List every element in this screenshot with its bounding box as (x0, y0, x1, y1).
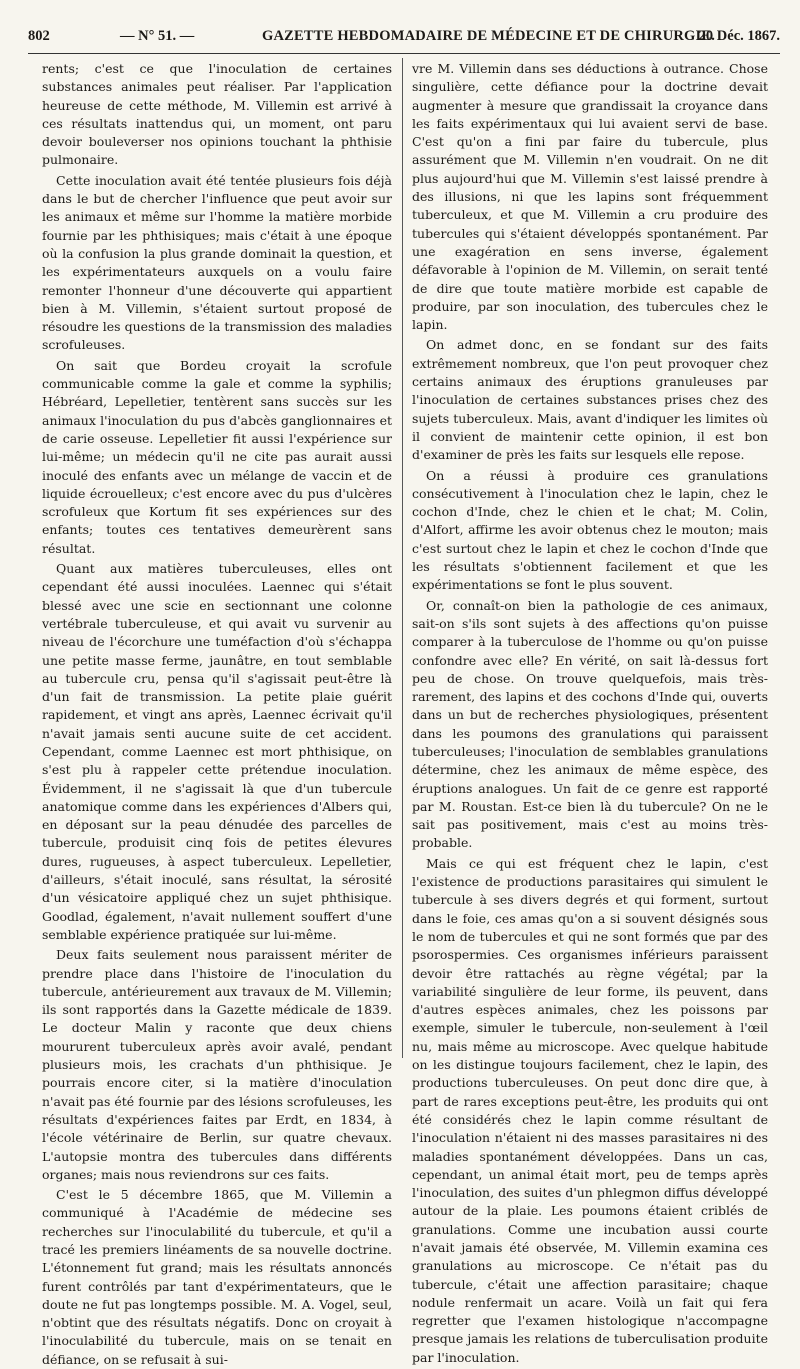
paragraph: On admet donc, en se fondant sur des faits extrêmement nombreux, que l'on peut provoquer chez certains animaux des éruptions granuleuses par l'inoculation de certaines substances prises chez des sujets tuberculeux. Mais, avant d'indiquer les limites où il convient de maintenir cette opinion, il est bon d'examiner de près les faits sur lesquels elle repose. (412, 337, 768, 463)
issue-date: 20 Déc. 1867. (698, 28, 780, 44)
paragraph: On a réussi à produire ces granulations consécutivement à l'inoculation chez le lapin, chez le cochon d'Inde, chez le chien et le chat; M. Colin, d'Alfort, affirme les avoir obtenus chez le mouton; mais c'est surtout chez le lapin et chez le cochon d'Inde que les résultats s'obtiennent facilement et que les expérimentations se font le plus souvent. (412, 467, 768, 593)
journal-title: GAZETTE HEBDOMADAIRE DE MÉDECINE ET DE CHIRURGIE. (262, 28, 716, 44)
page-number: 802 (28, 28, 50, 44)
right-column (412, 60, 768, 1365)
header-rule (28, 53, 780, 54)
paragraph: Deux faits seulement nous paraissent mériter de prendre place dans l'histoire de l'inoculation du tubercule, antérieurement aux travaux de M. Villemin; ils sont rapportés dans la Gazette médicale de 1839. Le docteur Malin y raconte que deux chiens moururent tuberculeux après avoir avalé, pendant plusieurs mois, les crachats d'un phthisique. Je pourrais encore citer, si la matière d'inoculation n'avait pas été fournie par des lésions scrofuleuses, les résultats d'expériences faites par Erdt, en 1834, à l'école vétérinaire de Berlin, sur quatre chevaux. L'autopsie montra des tubercules dans différents organes; mais nous reviendrons sur ces faits. (42, 947, 392, 1182)
paragraph: Quant aux matières tuberculeuses, elles ont cependant été aussi inoculées. Laennec qui s'était blessé avec une scie en sectionnant une colonne vertébrale tuberculeuse, et qui avait vu survenir au niveau de l'écorchure une tuméfaction d'où s'échappa une petite masse ferme, jaunâtre, en tout semblable au tubercule cru, pensa qu'il s'agissait peut-être là d'un fait de transmission. La petite plaie guérit rapidement, et vingt ans après, Laennec écrivait qu'il n'avait jamais senti aucune suite de cet accident. Cependant, comme Laennec est mort phthisique, on s'est plu à rappeler cette prétendue inoculation. Évidemment, il ne s'agissait là que d'un tubercule anatomique comme dans les expériences d'Albers qui, en déposant sur la peau dénudée des parcelles de tubercule, produisit cinq fois de petites élevures dures, rugueuses, à aspect tuberculeux. Lepelletier, d'ailleurs, s'était inoculé, sans résultat, la sérosité d'un vésicatoire appliqué chez un sujet phthisique. Goodlad, également, n'avait nullement souffert d'une semblable expérience pratiquée sur lui-même. (42, 561, 392, 942)
paragraph: On sait que Bordeu croyait la scrofule communicable comme la gale et comme la syphilis; Hébréard, Lepelletier, tentèrent sans succès sur les animaux l'inoculation du pus d'abcès ganglionnaires et de carie osseuse. Lepelletier fit aussi l'expérience sur lui-même; un médecin qu'il ne cite pas aurait aussi inoculé des enfants avec un mélange de vaccin et de liquide écrouelleux; c'est encore avec du pus d'ulcères scrofuleux que Kortum fit ses expériences sur des enfants; toutes ces tentatives demeurèrent sans résultat. (42, 357, 392, 556)
running-header (28, 28, 780, 52)
column-divider (402, 58, 403, 1058)
paragraph: Mais ce qui est fréquent chez le lapin, c'est l'existence de productions parasitaires qui simulent le tubercule à ses divers degrés et qui forment, surtout dans le foie, ces amas qu'on a si souvent désignés sous le nom de tubercules et qui ne sont formés que par des psorospermies. Ces organismes inférieurs paraissent devoir être rattachés au règne végétal; par la variabilité singulière de leur forme, ils peuvent, dans d'autres espèces animales, chez les poissons par exemple, simuler le tubercule, non-seulement à l'œil nu, mais même au microscope. Avec quelque habitude on les distingue toujours facilement, chez le lapin, des productions tuberculeuses. On peut donc dire que, à part de rares exceptions peut-être, les produits qui ont été considérés chez le lapin comme résultant de l'inoculation n'étaient ni des masses parasitaires ni des maladies spontanément développées. Dans un cas, cependant, un animal était mort, peu de temps après l'inoculation, des suites d'un phlegmon diffus développé autour de la plaie. Les poumons étaient criblés de granulations. Comme une incubation aussi courte n'avait jamais été observée, M. Villemin examina ces granulations au microscope. Ce n'était pas du tubercule, c'était une affection parasitaire; chaque nodule renfermait un acare. Voilà un fait qui fera regretter que l'examen histologique n'accompagne presque jamais les relations de tuberculisation produite par l'inoculation. (412, 855, 768, 1365)
issue-number: — N° 51. — (120, 28, 195, 44)
paragraph: C'est le 5 décembre 1865, que M. Villemin a communiqué à l'Académie de médecine ses recherches sur l'inoculabilité du tubercule, et qu'il a tracé les premiers linéaments de sa nouvelle doctrine. L'étonnement fut grand; mais les résultats annoncés furent contrôlés par tant d'expérimentateurs, que le doute ne fut pas longtemps possible. M. A. Vogel, seul, n'obtint que des résultats négatifs. Donc on croyait à l'inoculabilité du tubercule, mais on se tenait en défiance, on se refusait à sui- (42, 1187, 392, 1367)
paragraph: vre M. Villemin dans ses déductions à outrance. Chose singulière, cette défiance pour la doctrine devait augmenter à mesure que grandissait la croyance dans les faits expérimentaux qui lui avaient servi de base. C'est qu'on a fini par faire du tubercule, plus assurément que M. Villemin n'en voudrait. On ne dit plus aujourd'hui que M. Villemin s'est laissé prendre à des illusions, ni que les lapins sont fréquemment tuberculeux, et que M. Villemin a cru produire des tubercules qui s'étaient développés spontanément. Par une exagération en sens inverse, également défavorable à l'opinion de M. Villemin, on serait tenté de dire que toute matière morbide est capable de produire, par son inoculation, des tubercules chez le lapin. (412, 61, 768, 333)
paragraph: Or, connaît-on bien la pathologie de ces animaux, sait-on s'ils sont sujets à des affections qu'on puisse comparer à la tuberculose de l'homme ou qu'on puisse confondre avec elle? En vérité, on sait là-dessus fort peu de chose. On trouve quelquefois, mais très-rarement, des lapins et des cochons d'Inde qui, ouverts dans un but de recherches physiologiques, présentent dans les poumons des granulations qui paraissent tuberculeuses; l'inoculation de semblables granulations détermine, chez les animaux de même espèce, des éruptions analogues. Un fait de ce genre est rapporté par M. Roustan. Est-ce bien là du tubercule? On ne le sait pas positivement, mais c'est au moins très-probable. (412, 597, 768, 851)
paragraph: Cette inoculation avait été tentée plusieurs fois déjà dans le but de chercher l'influence que peut avoir sur les animaux et même sur l'homme la matière morbide fournie par les phthisiques; mais c'était à une époque où la confusion la plus grande dominait la question, et les expérimentateurs auxquels on a voulu faire remonter l'honneur d'une découverte qui appartient bien à M. Villemin, s'étaient surtout proposé de résoudre les questions de la transmission des maladies scrofuleuses. (42, 172, 392, 353)
paragraph: rents; c'est ce que l'inoculation de certaines substances animales peut réaliser. Par l'application heureuse de cette méthode, M. Villemin est arrivé à ces résultats inattendus qui, un moment, ont paru devoir bouleverser nos opinions touchant la phthisie pulmonaire. (42, 61, 392, 168)
left-column (42, 60, 392, 1367)
